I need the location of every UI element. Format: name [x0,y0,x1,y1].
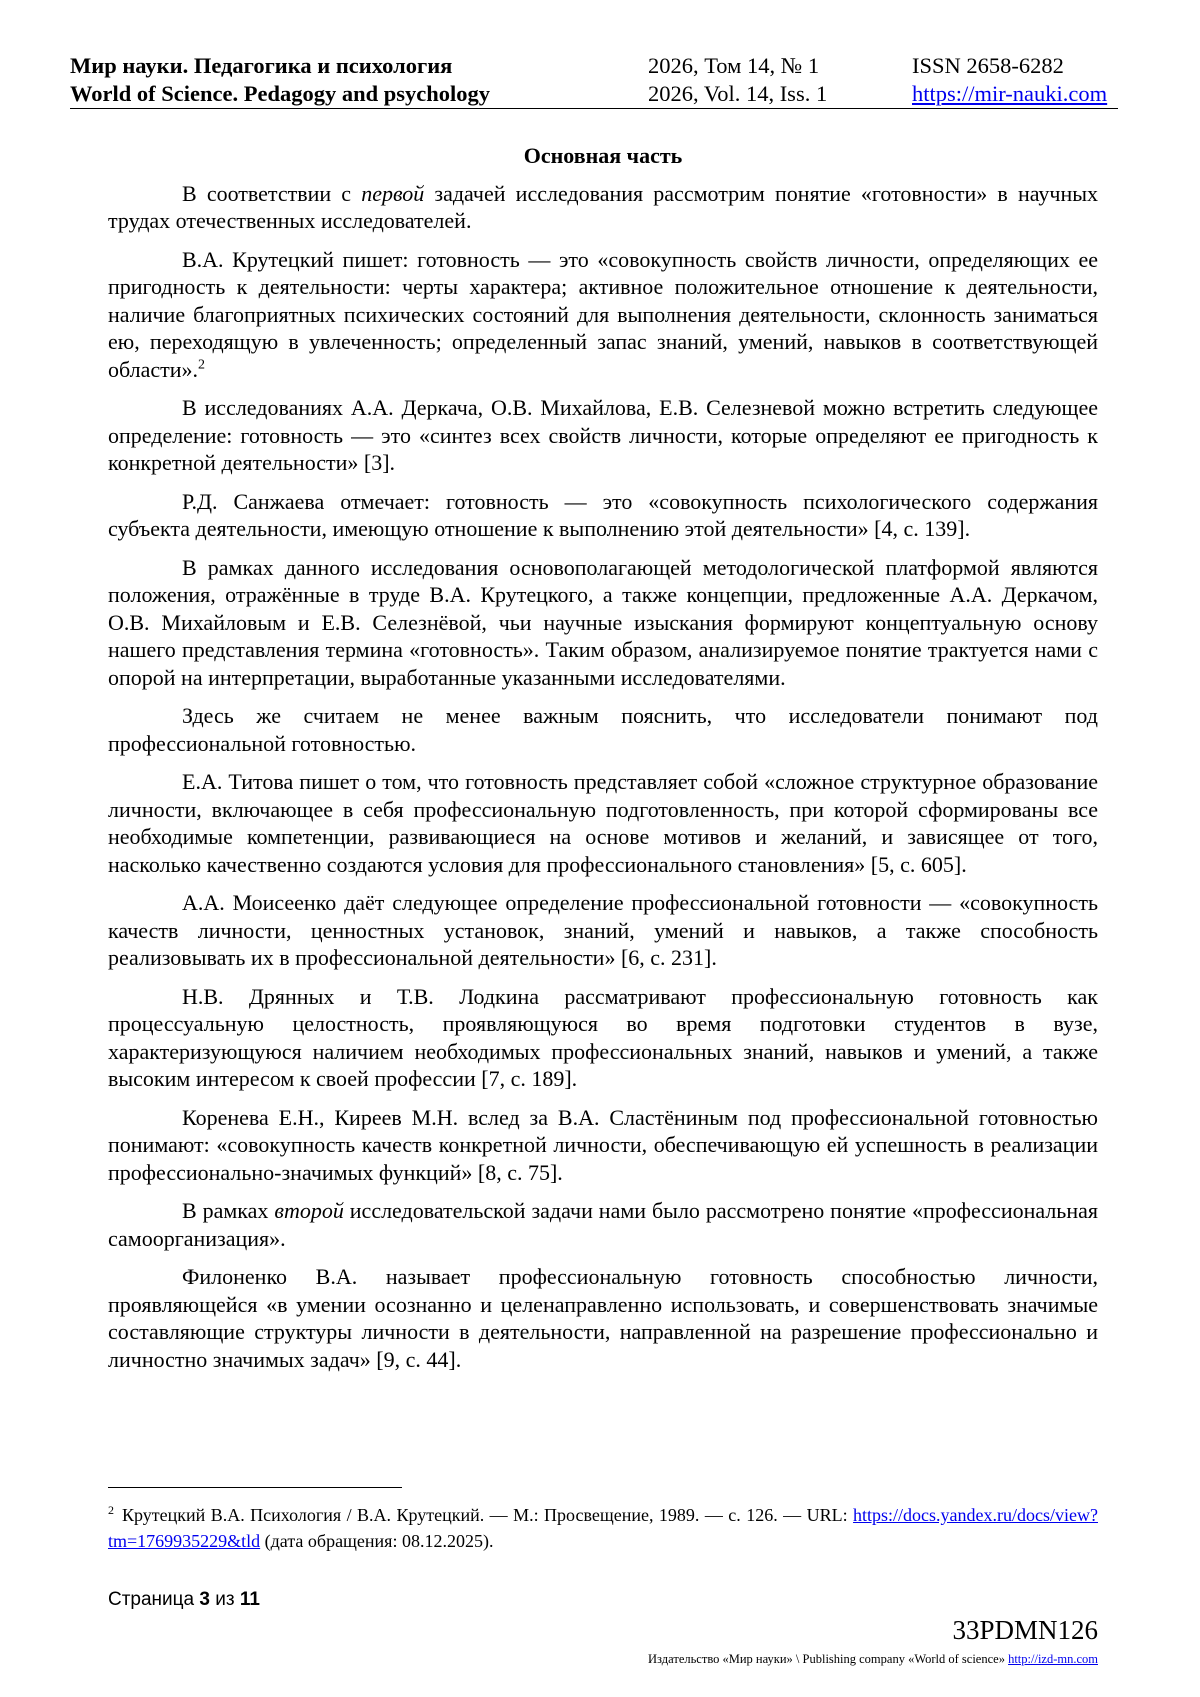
paragraph-5: В рамках данного исследования основополагающей методологической платформой являются положения, отражённые в труде В.А. Крутецкого, а также концепции, предложенные А.А. Деркачом, О.В. Михайловым и Е.В. Селезнёвой, чьи научные изыскания формируют концептуальную основу нашего представления термина «готовность». Таким образом, анализируемое понятие трактуется нами с опорой на интерпретации, выработанные указанными исследователями. [108,554,1098,690]
journal-title-ru: Мир науки. Педагогика и психология [70,53,453,78]
paragraph-10: Коренева Е.Н., Киреев М.Н. вслед за В.А. Сластёниным под профессиональной готовностью понимают: «совокупность качеств конкретной личности, обеспечивающую ей успешность в реализации профессионально-значимых функций» [8, с. 75]. [108,1104,1098,1185]
publisher-link[interactable]: http://izd-mn.com [1008,1652,1098,1666]
journal-title-en: World of Science. Pedagogy and psychology [70,81,491,106]
section-title: Основная часть [523,143,683,168]
current-page: 3 [199,1589,210,1610]
paragraph-12: Филоненко В.А. называет профессиональную готовность способностью личности, проявляющейся «в умении осознанно и целенаправленно использовать, и совершенствовать значимые составляющие структуры личности в деятельности, направленной на разрешение профессионально и личностно значимых задач» [9, с. 44]. [108,1264,1098,1372]
paragraph-6: Здесь же считаем не менее важным пояснить, что исследователи понимают под профессиональной готовностью. [108,703,1098,756]
footnote-number: 2 [108,1503,114,1517]
emphasis-first: первой [361,180,425,206]
emphasis-second: второй [274,1198,344,1223]
paragraph-3: В исследованиях А.А. Деркача, О.В. Михайлова, Е.В. Селезневой можно встретить следующее определение: готовность — это «синтез всех свойств личности, которые определяют ее пригодность к конкретной деятельности» [3]. [108,395,1098,475]
footnote-divider [108,1487,402,1488]
paragraph-4: Р.Д. Санжаева отмечает: готовность — это «совокупность психологического содержания субъекта деятельности, имеющую отношение к выполнению этой деятельности» [4, с. 139]. [108,488,1098,541]
footnote-ref[interactable]: 2 [198,357,206,373]
paragraph-9: Н.В. Дрянных и Т.В. Лодкина рассматривают профессиональную готовность как процессуальную целостность, проявляющуюся во время подготовки студентов в вузе, характеризующуюся наличием необходимых профессиональных знаний, навыков и умений, а также высоким интересом к своей профессии [7, с. 189]. [108,983,1098,1091]
paragraph-11: В рамках второй исследовательской задачи нами было рассмотрено понятие «профессиональная самоорганизация». [108,1198,1098,1251]
footnote-link[interactable]: https://docs.yandex.ru/docs/view?tm=1769935229&tld [108,1505,1098,1551]
total-pages: 11 [239,1589,260,1610]
footnote-text: Крутецкий В.А. Психология / В.А. Крутецкий. — М.: Просвещение, 1989. — с. 126. — URL: [122,1505,854,1525]
paragraph-8: А.А. Моисеенко даёт следующее определение профессиональной готовности — «совокупность качеств личности, ценностных установок, знаний, умений и навыков, а также способность реализовывать их в профессиональной деятельности» [6, с. 231]. [108,890,1098,970]
paragraph-7: Е.А. Титова пишет о том, что готовность представляет собой «сложное структурное образование личности, включающее в себя профессиональную подготовленность, при которой сформированы все необходимые компетенции, развивающиеся на основе мотивов и желаний, и зависящее от того, насколько качественно создаются условия для профессионального становления» [5, с. 605]. [108,769,1098,877]
issue-en: 2026, Vol. 14, Iss. 1 [648,81,828,106]
article-code: 33PDMN126 [952,1615,1098,1645]
footnote-suffix: (дата обращения: 08.12.2025). [260,1531,494,1551]
issue-ru: 2026, Том 14, № 1 [648,53,820,78]
footnote [108,1502,1098,1554]
website-link[interactable]: https://mir-nauki.com [912,81,1108,106]
article-body [108,142,1098,1384]
issn: ISSN 2658-6282 [912,53,1064,78]
page-number: Страница 3 из 11 [108,1589,260,1610]
paragraph-1: В соответствии с первой задачей исследования рассмотрим понятие «готовности» в научных трудах отечественных исследователей. [108,180,1099,233]
journal-header [70,48,1118,109]
publisher-line: Издательство «Мир науки» \ Publishing company «World of science» http://izd-mn.com [648,1652,1098,1666]
paragraph-2: В.А. Крутецкий пишет: готовность — это «совокупность свойств личности, определяющих ее пригодность к деятельности: черты характера; активное положительное отношение к деятельности, наличие благоприятных психических состояний для выполнения деятельности, склонность заниматься ею, переходящую в увлеченность; определенный запас знаний, умений, навыков в соответствующей области».$^2$ [108,246,1098,382]
